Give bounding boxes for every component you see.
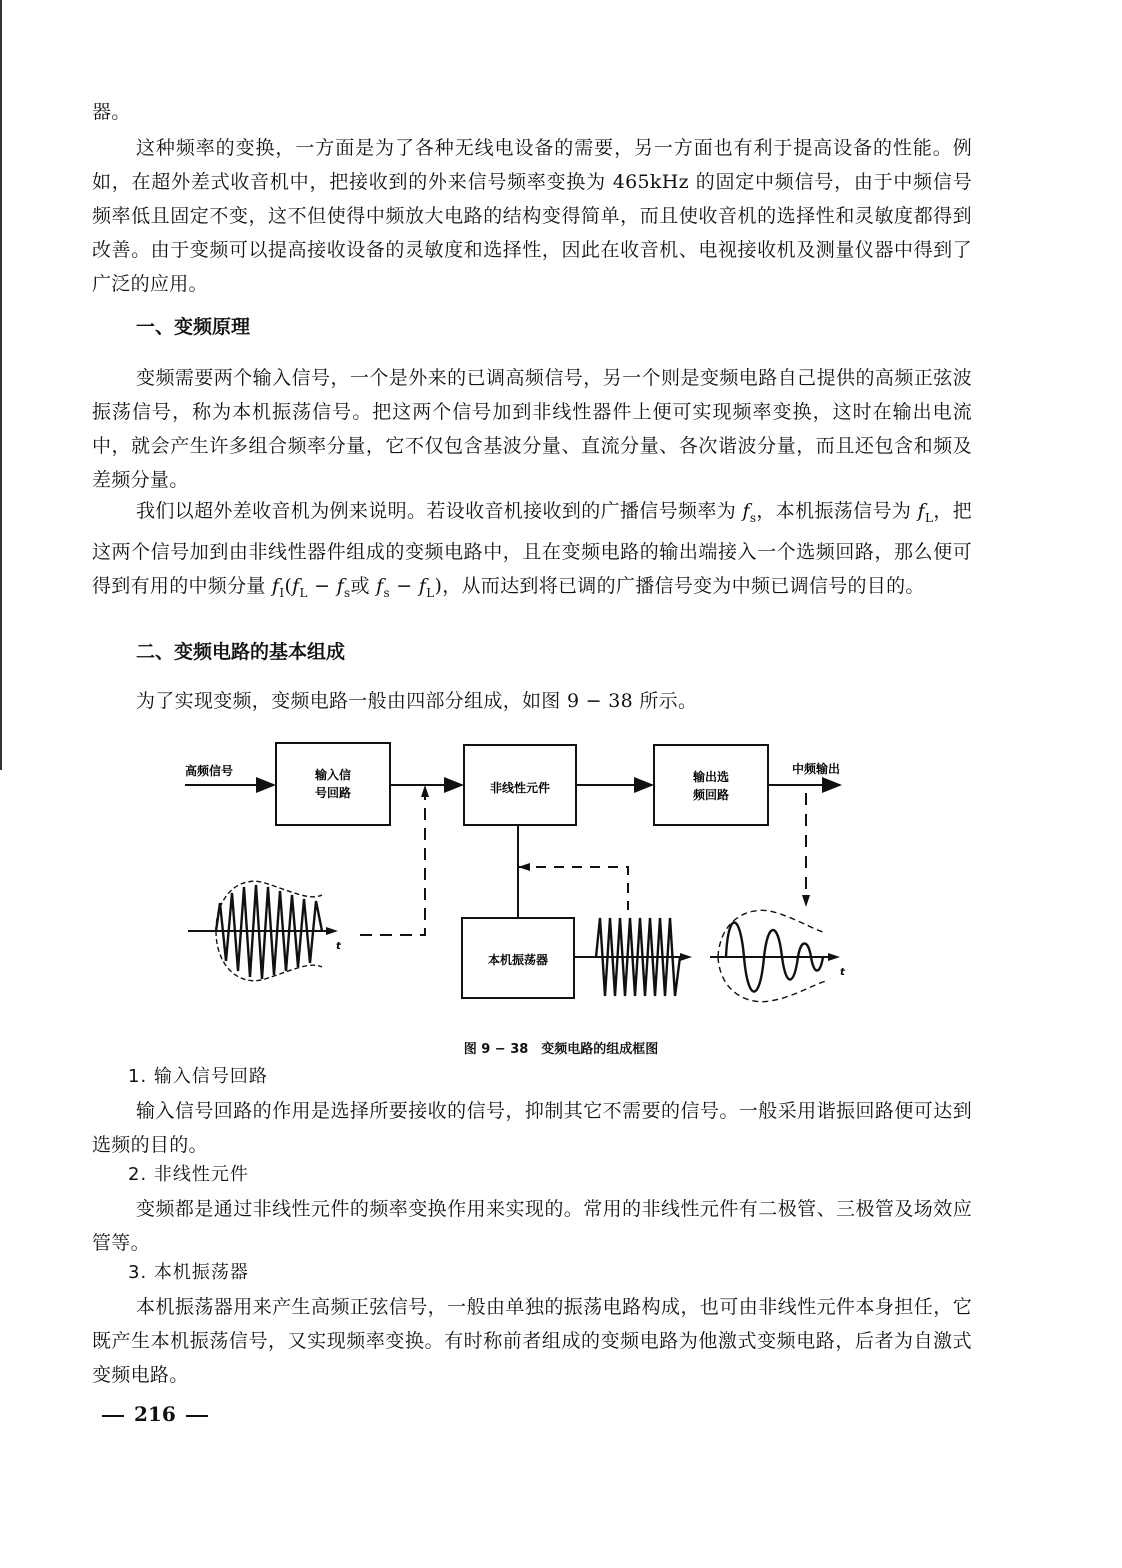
- section-1-paragraph-1: 变频需要两个输入信号，一个是外来的已调高频信号，另一个则是变频电路自己提供的高频正弦波振荡信号，称为本机振荡信号。把这两个信号加到非线性器件上便可实现频率变换，这时在输出电流中，就会产生许多组合频率分量，它不仅包含基波分量、直流分量、各次谐波分量，而且还包含和频及差频分量。: [92, 367, 972, 491]
- input-circuit-label-2: 号回路: [314, 786, 352, 800]
- lead-fragment: 器。: [92, 101, 131, 123]
- intro-paragraph: 这种频率的变换，一方面是为了各种无线电设备的需要，另一方面也有利于提高设备的性能。例如，在超外差式收音机中，把接收到的外来信号频率变换为 465kHz 的固定中频信号，由于中频信号频率低且固定不变，这不但使得中频放大电路的结构变得简单，而且使收音机的选择性和灵敏度都得到改善。由于变频可以提高接收设备的灵敏度和选择性，因此在收音机、电视接收机及测量仪器中得到了广泛的应用。: [92, 137, 972, 295]
- item-1-title: 1. 输入信号回路: [128, 1066, 268, 1087]
- output-axis-t: t: [840, 967, 845, 978]
- input-circuit-label-1: 输入信: [314, 768, 352, 782]
- page-footer: [92, 1402, 218, 1426]
- am-input-waveform: [188, 881, 342, 981]
- oscillator-link-head: [518, 863, 530, 871]
- scan-edge-rule: [0, 0, 2, 770]
- section-1-heading: 一、变频原理: [136, 316, 251, 338]
- figure-caption: 图 9 − 38 变频电路的组成框图: [463, 1042, 659, 1057]
- item-2-body: 变频都是通过非线性元件的频率变换作用来实现的。常用的非线性元件有二极管、三极管及场效应管等。: [92, 1198, 972, 1254]
- section-2-intro: 为了实现变频，变频电路一般由四部分组成，如图 9 − 38 所示。: [136, 690, 698, 712]
- input-signal-label: 高频信号: [185, 764, 234, 778]
- output-selector-block: [654, 745, 768, 825]
- section-2-heading: 二、变频电路的基本组成: [136, 641, 346, 663]
- output-waveform-link-head: [802, 895, 810, 907]
- page-number: 216: [134, 1402, 176, 1426]
- output-selector-label-1: 输出选: [692, 770, 730, 784]
- input-circuit-block: [276, 743, 390, 825]
- if-output-waveform: [710, 910, 846, 1001]
- section-1-paragraph-2: 我们以超外差收音机为例来说明。若设收音机接收到的广播信号频率为 $f_s$，本机振荡信号为 $f_L$，把这两个信号加到由非线性器件组成的变频电路中，且在变频电路的输出端接入一个选频回路，那么便可得到有用的中频分量 $f_I(f_L - f_s$或 $f_s - f_L$)，从而达到将已调的广播信号变为中频已调信号的目的。: [92, 500, 972, 600]
- output-selector-label-2: 频回路: [692, 788, 730, 802]
- item-2-title: 2. 非线性元件: [128, 1164, 249, 1185]
- input-waveform-link: [360, 785, 425, 935]
- item-3-title: 3. 本机振荡器: [128, 1262, 249, 1283]
- item-3-body: 本机振荡器用来产生高频正弦信号，一般由单独的振荡电路构成，也可由非线性元件本身担任，它既产生本机振荡信号，又实现频率变换。有时称前者组成的变频电路为他激式变频电路，后者为自激式变频电路。: [92, 1296, 972, 1386]
- local-oscillator-label: 本机振荡器: [487, 953, 549, 967]
- nonlinear-element-label: 非线性元件: [489, 781, 551, 795]
- input-waveform-link-head: [421, 785, 429, 797]
- oscillator-waveform: [574, 918, 692, 996]
- oscillator-waveform-link: [518, 867, 628, 910]
- block-diagram: [180, 735, 880, 1030]
- input-axis-t: t: [336, 941, 341, 952]
- output-signal-label: 中频输出: [792, 762, 841, 776]
- item-1-body: 输入信号回路的作用是选择所要接收的信号，抑制其它不需要的信号。一般采用谐振回路便可达到选频的目的。: [92, 1100, 972, 1156]
